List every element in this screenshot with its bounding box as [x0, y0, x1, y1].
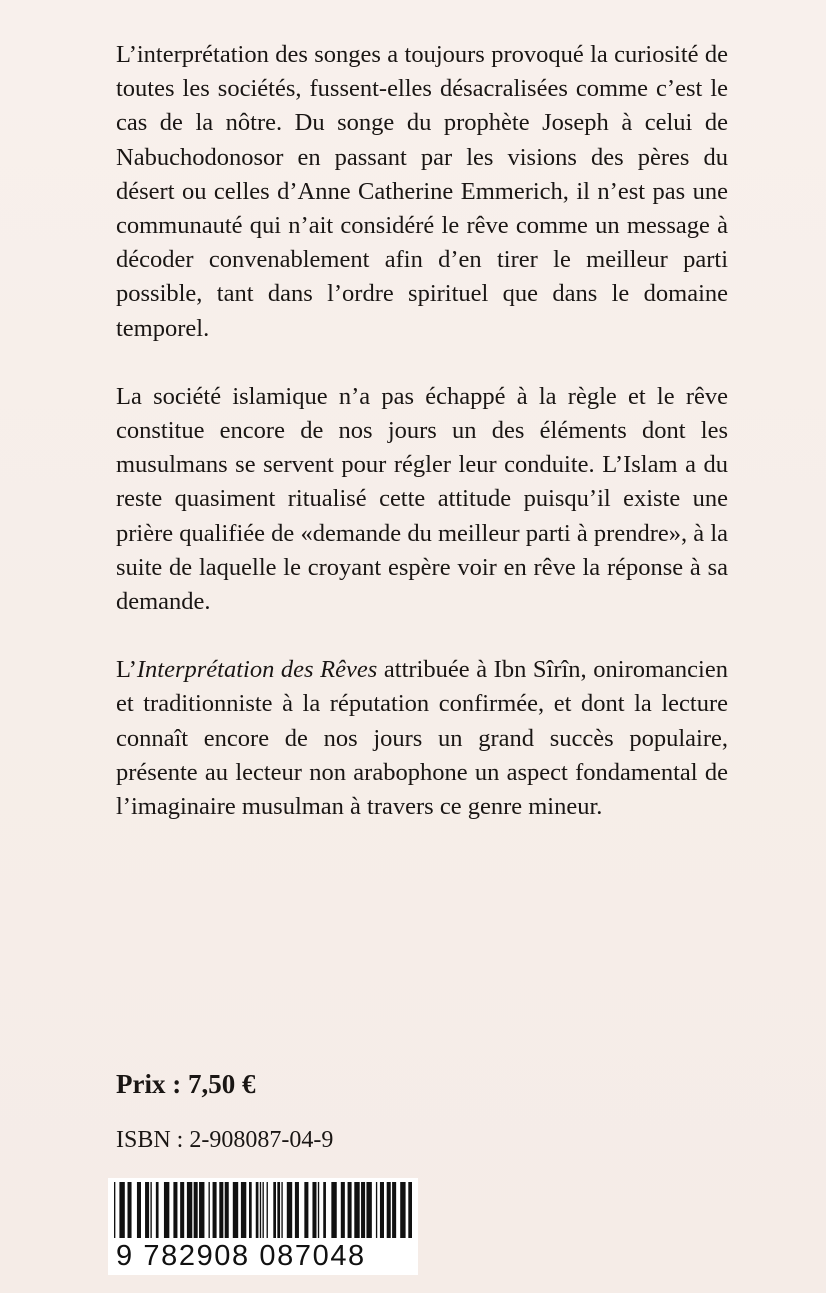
barcode-bar: [273, 1182, 276, 1238]
barcode-digits: 9 782908 087048: [116, 1240, 366, 1272]
barcode-bar: [380, 1182, 384, 1238]
barcode-bar: [187, 1182, 192, 1238]
barcode-bar: [114, 1182, 115, 1238]
barcode-bar: [156, 1182, 159, 1238]
barcode-bar: [213, 1182, 217, 1238]
barcode-bar: [173, 1182, 177, 1238]
barcode-bar: [119, 1182, 124, 1238]
blurb-paragraph-2: La société islamique n’a pas échappé à la règle et le rêve constitue encore de nos jours un des éléments dont les musulmans se servent pour régler leur conduite. L’Islam a du reste quasiment ritualisé cette attitude puisqu’il existe une prière qualifiée de «demande du meilleur parti à prendre», à la suite de laquelle le croyant espère voir en rêve la réponse à sa demande.: [116, 382, 728, 616]
barcode-bar: [180, 1182, 184, 1238]
barcode-bar: [256, 1182, 259, 1238]
blurb-paragraph-3-prefix: L’: [116, 656, 137, 684]
barcode-bar: [233, 1182, 238, 1238]
price-label: Prix : 7,50 €: [116, 1069, 256, 1099]
barcode-bar: [295, 1182, 299, 1238]
back-cover-blurb: [116, 38, 728, 858]
barcode-bar: [219, 1182, 223, 1238]
barcode-bar: [225, 1182, 229, 1238]
barcode-bar: [361, 1182, 365, 1238]
barcode-bar: [376, 1182, 377, 1238]
barcode-bar: [323, 1182, 326, 1238]
barcode-bar: [277, 1182, 280, 1238]
barcode-bar: [145, 1182, 149, 1238]
book-title-italic: Interprétation des Rêves: [136, 656, 378, 684]
barcode-bar: [150, 1182, 151, 1238]
barcode-bar: [408, 1182, 412, 1238]
barcode-bar: [263, 1182, 264, 1238]
barcode-bar: [331, 1182, 336, 1238]
barcode: [108, 1178, 418, 1275]
barcode-bar: [241, 1182, 246, 1238]
barcode-bar: [304, 1182, 308, 1238]
barcode-bar: [366, 1182, 371, 1238]
barcode-bar: [318, 1182, 319, 1238]
barcode-bar: [348, 1182, 352, 1238]
blurb-paragraph-1: L’interprétation des songes a toujours provoqué la curiosité de toutes les sociétés, fussent-elles désacralisées comme c’est le cas de la nôtre. Du songe du prophète Joseph à celui de Nabuchodonosor en passant par les visions des pères du désert ou celles d’Anne Catherine Emmerich, il n’est pas une communauté qui n’ait considéré le rêve comme un message à décoder convenablement afin d’en tirer le meilleur parti possible, tant dans l’ordre spirituel que dans le domaine temporel.: [116, 41, 728, 342]
barcode-bar: [392, 1182, 396, 1238]
barcode-bars: [108, 1178, 418, 1240]
barcode-bar: [164, 1182, 169, 1238]
barcode-bar: [249, 1182, 252, 1238]
barcode-bar: [260, 1182, 261, 1238]
barcode-bar: [128, 1182, 132, 1238]
blurb-paragraph-3: [116, 653, 728, 824]
barcode-bar: [387, 1182, 391, 1238]
barcode-bar: [199, 1182, 204, 1238]
barcode-bar: [341, 1182, 345, 1238]
barcode-bar: [400, 1182, 405, 1238]
barcode-bar: [312, 1182, 316, 1238]
barcode-bar: [287, 1182, 292, 1238]
barcode-bar: [354, 1182, 359, 1238]
blurb-paragraph-3-text: attribuée à Ibn Sîrîn, oniromancien et traditionniste à la réputation confirmée, et dont la lecture connaît encore de nos jours un grand succès populaire, présente au lecteur non arabophone un aspect fondamental de l’imaginaire musulman à travers ce genre mineur.: [116, 656, 728, 821]
isbn-label: ISBN : 2-908087-04-9: [116, 1127, 334, 1153]
barcode-bar: [267, 1182, 268, 1238]
barcode-bar: [281, 1182, 282, 1238]
barcode-bar: [194, 1182, 198, 1238]
barcode-bar: [137, 1182, 141, 1238]
barcode-bar: [209, 1182, 210, 1238]
